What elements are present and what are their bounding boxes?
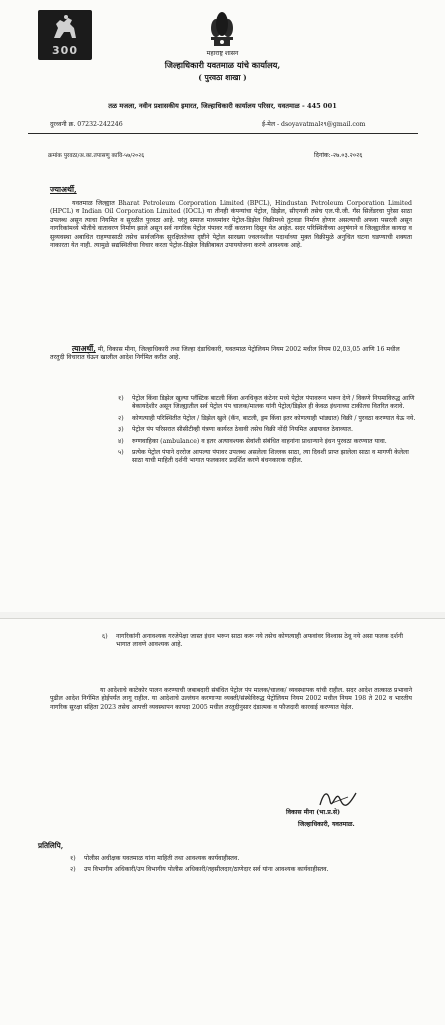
compliance-paragraph: या आदेशाचे काटेकोर पालन करण्याची जबाबदारी संबंधित पेट्रोल पंप मालक/चालक/ व्यवस्थापक यांची राहील. सदर आदेश तात्काळ प्रभावाने पुढील आदेश निर्गमित होईपर्यंत लागू राहील. या आदेशाचे उल्लंघन करणाऱ्या व्यक्ती/संस्थेविरुद्ध पेट्रोलियम नियम 2002 मधील नियम 198 ते 202 व भारतीय नागरिक सुरक्षा संहिता 2023 तसेच आपत्ती व्यवस्थापन कायदा 2005 मधील तरतुदीनुसार दंडात्मक व फौजदारी कारवाई करण्यात येईल.: [50, 687, 412, 711]
copy-item-text: उप विभागीय अधिकारी/उप विभागीय पोलीस अधिकारी/तहसीलदार/ठाणेदार सर्व यांना आवश्यक कार्यवाहीस्तव.: [84, 866, 329, 874]
order-item: [118, 415, 418, 423]
order-item-6: [102, 633, 418, 653]
order-item-number: १): [118, 395, 124, 402]
therefore-text: मी, विकास मीना, जिल्हाधिकारी तथा जिल्हा दंडाधिकारी, यवतमाळ पेट्रोलियम नियम 2002 मधील नियम 02,03,05 आणि 16 मधील तरतुदी विचारात घेऊन खालील आदेश निर्गमित करीत आहे.: [50, 346, 400, 362]
copy-list: [70, 855, 410, 878]
reference-number: क्रमांक पुरवठा/अ.का.तपासणु कावि-५७/२०२६: [48, 153, 145, 159]
order-item-text: कोणत्याही परिस्थितीत पेट्रोल / डिझेल खुले (कॅन, बाटली, ड्रम किंवा इतर कोणत्याही भांड्यात) विक्री / पुरवठा करण्यात येऊ नये.: [132, 414, 416, 422]
order-page-2: [0, 618, 445, 1025]
order-item-number: ५): [118, 449, 124, 457]
order-item: [118, 395, 418, 412]
office-name: जिल्हाधिकारी यवतमाळ यांचे कार्यालय,: [164, 60, 281, 70]
horse-rider-icon: [50, 14, 80, 42]
whereas-heading: ज्याअर्थी,: [50, 185, 77, 194]
order-item-text: पेट्रोल किंवा डिझेल खुल्या प्लॅस्टिक बाटली किंवा अनधिकृत कंटेनर मध्ये पेट्रोल पंपावरून भरून देणे / विकणे नियमाविरुद्ध आणि बेकायदेशीर असून जिल्ह्यातील सर्व पेट्रोल पंप चालक/मालक यांनी पेट्रोल/डिझेल ही केवळ इंधनाच्या टाकीतच वितरित करावे.: [132, 395, 415, 411]
copy-item-number: २): [70, 866, 76, 874]
signatory-name: विकास मीना (भा.प्र.से): [286, 809, 341, 816]
phone-number: दुरध्वनी क्र. 07232-242246: [50, 121, 123, 128]
copy-item-text: पोलीस अधीक्षक यवतमाळ यांना माहिती तथा आवश्यक कार्यवाहीस्तव.: [84, 855, 240, 862]
copy-heading: प्रतिलिपि,: [38, 841, 64, 850]
national-emblem-icon: [206, 10, 238, 48]
order-item: [118, 449, 418, 466]
order-item: [118, 426, 418, 434]
order-item-number: ४): [118, 437, 124, 445]
whereas-paragraph: यवतमाळ जिल्ह्यात Bharat Petroleum Corporation Limited (BPCL), Hindustan Petroleum Corporation Limited (HPCL) व Indian Oil Corporation Limited (IOCL) या तीनही कंपन्यांचा पेट्रोल, डिझेल, सीएनजी तसेच एल.पी.जी. गॅस सिलेंडरचा पुरेसा साठा उपलब्ध असून त्याचा नियमित व सुरळीत पुरवठा आहे. परंतु समाज माध्यमांवर पेट्रोल-डिझेल विक्रीमध्ये तुटवडा निर्माण होणार असल्याची अफवा पसरली असून नागरिकांमध्ये भीतीचे वातावरण निर्माण झाले असून सर्व नागरिक पेट्रोल पंपावर गर्दी करताना दिसून येत आहेत. सदर परिस्थितीच्या अनुषंगाने व जिल्ह्यातील कायदा व सुव्यवस्था अबाधित राहण्यासाठी तसेच सार्वजनिक सुरक्षिततेच्या दृष्टीने पेट्रोल सारख्या ज्वलनशील पदार्थाच्या मुक्त विक्रीमुळे अनुचित घटना घडण्याची शक्यता नाकारता येत नाही. त्यामुळे सद्यस्थितीचा विचार करता पेट्रोल-डिझेल विक्रीबाबत उपाययोजना करणे आवश्यक आहे.: [50, 200, 412, 250]
office-address: तळ मजला, नवीन प्रशासकीय इमारत, जिल्हाधिकारी कार्यालय परिसर, यवतमाळ - 445 001: [108, 102, 337, 110]
order-item-text: नागरिकांनी अनावश्यक गरजेपेक्षा जास्त इंधन भरून साठा करू नये तसेच कोणत्याही अफवांवर विश्वास ठेवू नये असा फलक दर्शनी भागात लावणे आवश्यक आहे.: [116, 633, 403, 649]
orders-list: [118, 395, 418, 469]
order-item-number: ३): [118, 426, 124, 434]
order-item: [118, 438, 418, 446]
therefore-paragraph: [50, 345, 412, 363]
therefore-heading: त्याअर्थी,: [72, 344, 96, 353]
branch-name: ( पुरवठा शाखा ): [198, 73, 247, 82]
order-date: दिनांक:-२७.०३.२०२६: [314, 152, 363, 159]
copy-item: [70, 866, 410, 874]
logo-number: 300: [52, 44, 78, 57]
order-item-number: ६): [102, 633, 108, 640]
order-item-text: प्रत्येक पेट्रोल पंपाने दररोज आपल्या पंपावर उपलब्ध असलेला शिल्लक साठा, त्या दिवशी प्राप्त झालेला साठा व मागणी केलेला साठा याची माहिती दर्शनी भागात फलकावर प्रदर्शित करणे बंधनकारक राहील.: [132, 449, 409, 465]
order-item-text: रुग्णवाहिका (ambulance) व इतर अत्यावश्यक सेवांशी संबंधित वाहनांना प्राधान्याने इंधन पुरवठा करण्यात यावा.: [132, 437, 387, 445]
signatory-title: जिल्हाधिकारी, यवतमाळ.: [298, 821, 355, 828]
order-item-text: पेट्रोल पंप परिसरात सीसीटीव्ही यंत्रणा कार्यरत ठेवावी तसेच विक्री नोंदी नियमित अद्ययावत ठेवाव्यात.: [132, 426, 353, 434]
copy-item: [70, 855, 410, 863]
email-address[interactable]: ई-मेल - dsoyavatmal२९@gmail.com: [262, 121, 366, 128]
copy-item-number: १): [70, 855, 76, 862]
header-divider: [28, 133, 418, 134]
government-name: महाराष्ट्र शासन: [206, 50, 239, 57]
order-item-number: २): [118, 414, 124, 422]
signature-mark: [318, 787, 358, 809]
